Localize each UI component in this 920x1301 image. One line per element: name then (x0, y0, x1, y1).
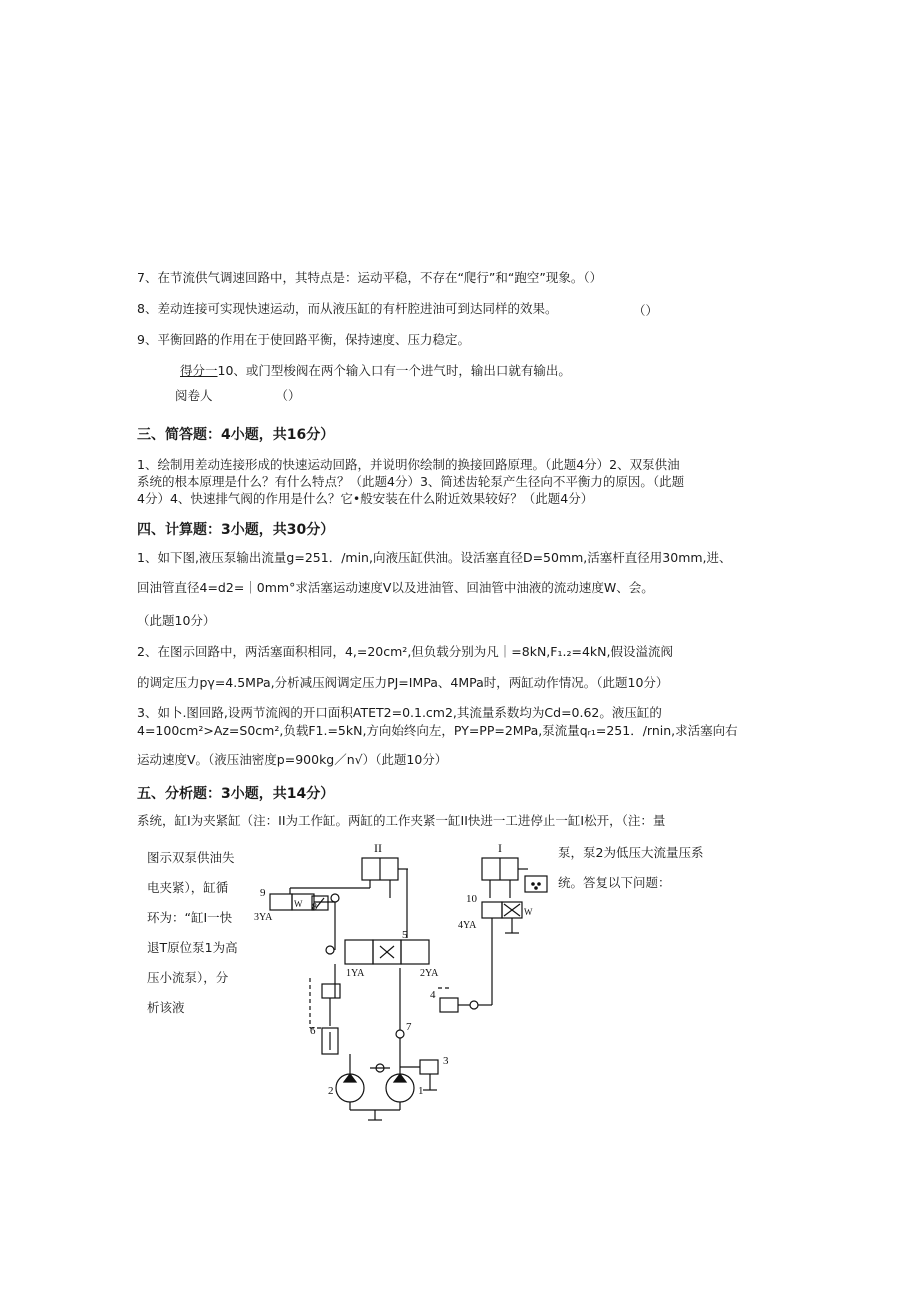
label-4ya: 4YA (458, 920, 477, 931)
valve-10 (458, 893, 533, 931)
cylinder-i-label: I (498, 841, 502, 855)
label-2: 2 (328, 1085, 334, 1097)
right-col-line: 统。答复以下问题： (558, 875, 671, 890)
check-valve (331, 894, 339, 902)
cylinder-i (482, 841, 547, 892)
section-3-heading: 三、简答题：4小题，共16分） (137, 427, 335, 443)
label-10: 10 (466, 893, 477, 905)
label-2ya: 2YA (420, 968, 439, 979)
valve-3 (420, 1055, 449, 1074)
left-col-line: 析该液 (147, 1000, 185, 1015)
section-5-heading: 五、分析题：3小题，共14分） (137, 786, 335, 802)
section-3-line-1: 1、绘制用差动连接形成的快速运动回路，并说明你绘制的换接回路原理。（此题4分）2、双泵供油 (137, 457, 680, 472)
question-10-row (180, 363, 571, 379)
label-w-right: W (524, 907, 533, 917)
question-10-answer-blank: （） (275, 388, 301, 403)
problem-1-score: （此题10分） (137, 613, 216, 628)
problem-1-line-1: 1、如下图,液压泵输出流量g=251．/min,向液压缸供油。设活塞直径D=50mm,活塞杆直径用30mm,进、 (137, 550, 732, 565)
cylinder-ii (362, 841, 408, 880)
problem-3-line-2: 4=100cm²>Az=S0cm²,负载F1.=5kN,方向始终向左，PY=PP=2MPa,泵流量qᵣ₁=251．/rnin,求活塞向右 (137, 723, 738, 738)
question-7: 7、在节流供气调速回路中，其特点是：运动平稳，不存在“爬行”和“跑空”现象。（） (137, 270, 603, 285)
hydraulic-circuit-diagram (250, 838, 550, 1130)
valve-5 (345, 929, 439, 979)
label-w: W (294, 899, 303, 909)
section-3-line-3: 4分）4、快速排气阀的作用是什么？它•般安装在什么附近效果较好？（此题4分） (137, 491, 594, 506)
pump-1 (386, 1074, 424, 1102)
left-col-line: 压小流泵），分 (147, 970, 229, 985)
problem-3-line-3: 运动速度V。（液压油密度p=900kg／n√）（此题10分） (137, 752, 448, 767)
reviewer-label: 阅卷人 (175, 388, 213, 403)
valve-7 (396, 1021, 412, 1038)
problem-3-line-1: 3、如卜.图回路,设两节流阀的开口面积ATET2=0.1.cm2,其流量系数均为Cd=0.62。液压缸的 (137, 705, 662, 720)
section-3-line-2: 系统的根本原理是什么？有什么特点？（此题4分）3、简述齿轮泵产生径向不平衡力的原因。（此题 (137, 474, 685, 489)
score-label: 得分一 (180, 363, 218, 378)
label-8: 8 (312, 902, 317, 913)
pump-2 (328, 1074, 364, 1102)
right-col-line: 泵，泵2为低压大流量压系 (558, 845, 704, 860)
valve-9 (254, 887, 314, 923)
question-8-answer-blank: （） (633, 303, 659, 318)
left-col-line: 电夹紧），缸循 (147, 880, 229, 895)
label-9: 9 (260, 887, 266, 899)
left-col-line: 环为：“缸I一快 (147, 910, 233, 925)
label-5: 5 (402, 929, 408, 941)
section-4-heading: 四、计算题：3小题，共30分） (137, 522, 335, 538)
label-3: 3 (443, 1055, 449, 1067)
label-4: 4 (430, 989, 436, 1001)
section-5-left-column (147, 843, 238, 1023)
question-10: 10、或门型梭阀在两个输入口有一个进气时，输出口就有输出。 (217, 363, 571, 378)
section-5-line-1: 系统，缸I为夹紧缸（注：II为工作缸。两缸的工作夹紧一缸II快进一工进停止一缸I松开，（注：量 (137, 813, 666, 828)
valve-6 (310, 1025, 338, 1054)
left-col-line: 图示双泵供油失 (147, 850, 235, 865)
section-5-right-column (558, 838, 703, 898)
label-1: 1 (418, 1085, 424, 1097)
question-9: 9、平衡回路的作用在于使回路平衡，保持速度、压力稳定。 (137, 332, 470, 347)
problem-2-line-2: 的调定压力pγ=4.5MPa,分析减压阀调定压力PJ=IMPa、4MPa时，两缸动作情况。（此题10分） (137, 675, 669, 690)
cylinder-ii-label: II (374, 841, 382, 855)
problem-1-line-2: 回油管直径4=d2=｜0mm°求活塞运动速度V以及进油管、回油管中油液的流动速度W、会。 (137, 580, 654, 595)
left-col-line: 退T原位泵1为高 (147, 940, 238, 955)
label-7: 7 (406, 1021, 412, 1033)
question-8: 8、差动连接可实现快速运动，而从液压缸的有杆腔进油可到达同样的效果。 (137, 301, 558, 316)
problem-2-line-1: 2、在图示回路中，两活塞面积相同，4,=20cm²,但负载分别为凡｜=8kN,F₁.₂=4kN,假设溢流阀 (137, 644, 673, 659)
reviewer-row (175, 388, 301, 404)
valve-4 (430, 989, 458, 1012)
label-1ya: 1YA (346, 968, 365, 979)
label-6: 6 (310, 1025, 316, 1037)
label-3ya: 3YA (254, 912, 273, 923)
